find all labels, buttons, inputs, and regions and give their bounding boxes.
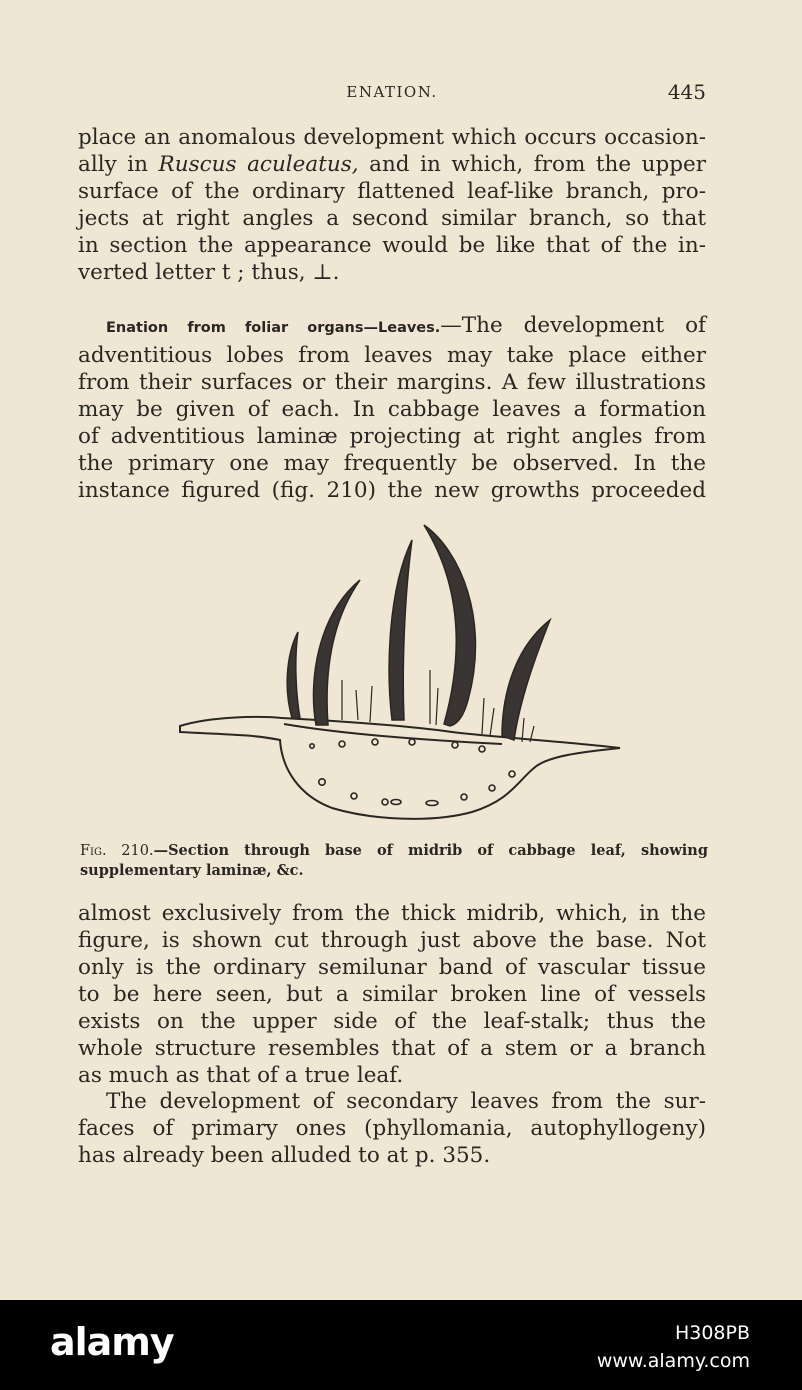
lamina-2 [313, 580, 360, 725]
paragraph-ruscus [78, 124, 706, 286]
paragraph-phyllomania [78, 1088, 706, 1169]
text-line: from their surfaces or their margins. A few illustrations [78, 370, 706, 395]
lamina-3 [389, 540, 412, 720]
text-line: in section the appearance would be like that of the in- [78, 233, 706, 258]
text-line: ally in Ruscus aculeatus, and in which, from the upper [78, 152, 707, 177]
text-line: faces of primary ones (phyllomania, autophyllogeny) [78, 1116, 706, 1141]
figure-label: Fig. 210. [80, 843, 154, 859]
watermark-strip [0, 1300, 802, 1390]
text-line: the primary one may frequently be observed. In the [78, 451, 706, 476]
site-url: www.alamy.com [596, 1350, 750, 1372]
caption-line: Fig. 210.—Section through base of midrib of cabbage leaf, showing [80, 842, 708, 859]
lamina-5 [502, 620, 550, 740]
text-line: The development of secondary leaves from the sur- [106, 1089, 706, 1114]
text-line: adventitious lobes from leaves may take place either [78, 343, 706, 368]
cabbage-leaf-section-illustration [172, 520, 632, 825]
caption-line: supplementary laminæ, &c. [80, 862, 304, 879]
text-line: Enation from foliar organs—Leaves.—The development of [106, 313, 706, 338]
text-line: almost exclusively from the thick midrib, which, in the [78, 901, 706, 926]
lamina-1 [287, 632, 300, 718]
text-line: only is the ordinary semilunar band of vascular tissue [78, 955, 706, 980]
text-line: figure, is shown cut through just above the base. Not [78, 928, 706, 953]
alamy-logo: alamy [50, 1320, 174, 1364]
lamina-4 [424, 525, 475, 726]
text-line: verted letter t ; thus, ⊥. [78, 260, 340, 285]
text-line: exists on the upper side of the leaf-stalk; thus the [78, 1009, 706, 1034]
text-line: of adventitious laminæ projecting at right angles from [78, 424, 706, 449]
section-heading: Enation from foliar organs—Leaves. [106, 320, 441, 336]
text-line: surface of the ordinary flattened leaf-like branch, pro- [78, 179, 706, 204]
text-line: instance figured (fig. 210) the new growths proceeded [78, 478, 706, 503]
text-line: may be given of each. In cabbage leaves a formation [78, 397, 706, 422]
italic-species-name: Ruscus aculeatus, [158, 152, 359, 177]
text-line: whole structure resembles that of a stem or a branch [78, 1036, 706, 1061]
running-head-title: ENATION. [346, 83, 438, 101]
text-line: to be here seen, but a similar broken line of vessels [78, 982, 706, 1007]
text-line: as much as that of a true leaf. [78, 1063, 404, 1088]
figure-caption [80, 841, 708, 881]
image-id: H308PB [674, 1322, 750, 1344]
page-number: 445 [667, 80, 706, 104]
text-line: place an anomalous development which occurs occasion- [78, 125, 706, 150]
paragraph-midrib [78, 900, 706, 1089]
running-head [78, 80, 706, 106]
text-line: jects at right angles a second similar branch, so that [78, 206, 706, 231]
paragraph-enation-leaves [78, 312, 706, 504]
text-line: has already been alluded to at p. 355. [78, 1143, 491, 1168]
